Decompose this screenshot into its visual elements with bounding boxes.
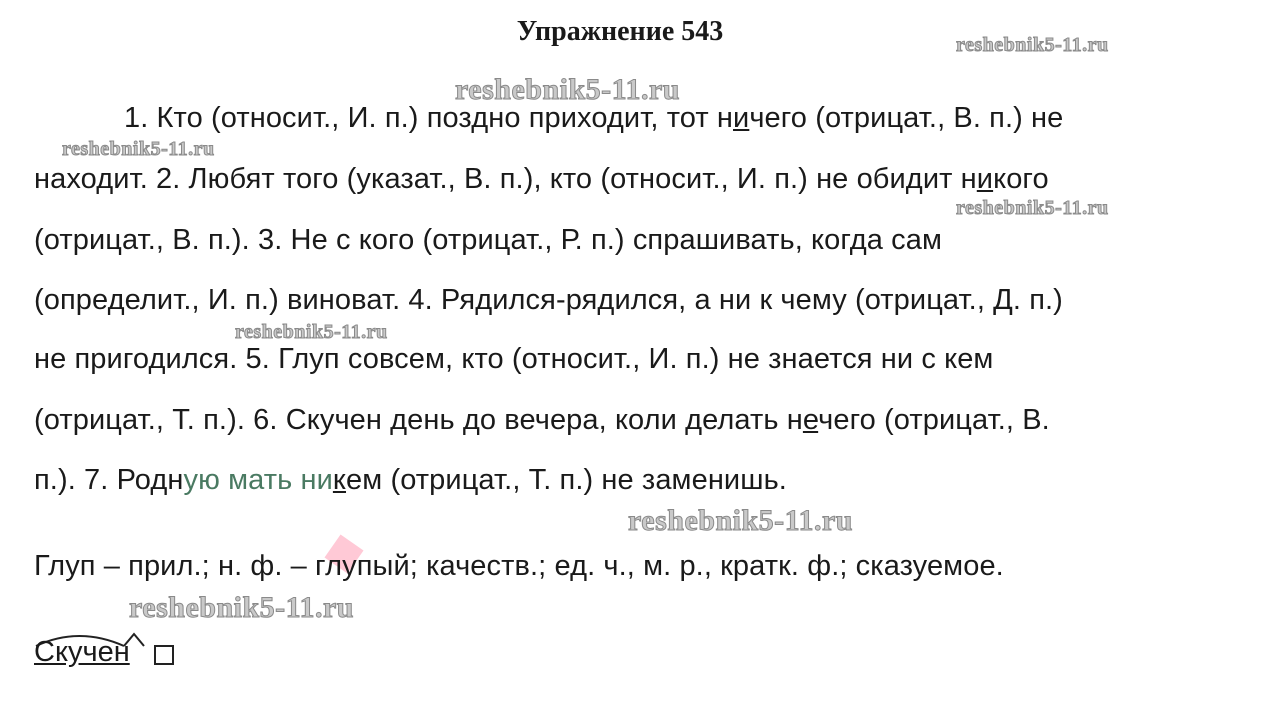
underlined-letter: к <box>332 464 347 496</box>
watermark: reshebnik5-11.ru <box>956 34 1109 56</box>
text-segment: (отрицат., В. п.). 3. Не с кого (отрицат., Р. п.) спрашивать, когда сам <box>34 224 943 256</box>
watermark: reshebnik5-11.ru <box>62 138 215 160</box>
text-segment: 1. Кто (относит., И. п.) поздно приходит, тот н <box>124 102 734 134</box>
underlined-letter: и <box>976 163 994 195</box>
text-line-1 <box>124 102 1063 135</box>
watermark: reshebnik5-11.ru <box>956 197 1109 219</box>
text-segment: (определит., И. п.) виноват. 4. Рядился-рядился, а ни к чему (отрицат., Д. п.) <box>34 284 1063 316</box>
text-segment: кого <box>993 163 1049 195</box>
exercise-title: Упражнение 543 <box>516 16 724 47</box>
text-segment: чего (отрицат., В. <box>818 404 1050 436</box>
watermark: reshebnik5-11.ru <box>129 591 354 624</box>
text-segment: (отрицат., Т. п.). 6. Скучен день до вечера, коли делать н <box>34 404 803 436</box>
underlined-letter: и <box>733 102 750 134</box>
text-line-3 <box>34 224 942 257</box>
text-line-2 <box>34 163 1049 196</box>
watermark: reshebnik5-11.ru <box>628 504 853 537</box>
analysis-line: Глуп – прил.; н. ф. – глупый; качеств.; ед. ч., м. р., кратк. ф.; сказуемое. <box>34 550 1004 582</box>
text-line-7 <box>34 464 787 497</box>
text-segment: ем (отрицат., Т. п.) не заменишь. <box>346 464 787 496</box>
text-line-5 <box>34 343 993 376</box>
text-line-4 <box>34 284 1063 317</box>
text-segment: ую мать ни <box>183 464 333 496</box>
watermark: reshebnik5-11.ru <box>455 73 680 106</box>
text-segment: чего (отрицат., В. п.) не <box>749 102 1064 134</box>
underlined-letter: е <box>802 404 819 436</box>
text-segment: п.). 7. Родн <box>34 464 184 496</box>
parsed-word: Скучен <box>34 636 130 668</box>
text-line-6 <box>34 404 1050 437</box>
text-segment: не пригодился. 5. Глуп совсем, кто (относит., И. п.) не знается ни с кем <box>34 343 994 375</box>
ending-box-icon <box>154 645 174 665</box>
text-segment: находит. 2. Любят того (указат., В. п.), кто (относит., И. п.) не обидит н <box>34 163 977 195</box>
watermark: reshebnik5-11.ru <box>235 321 388 343</box>
